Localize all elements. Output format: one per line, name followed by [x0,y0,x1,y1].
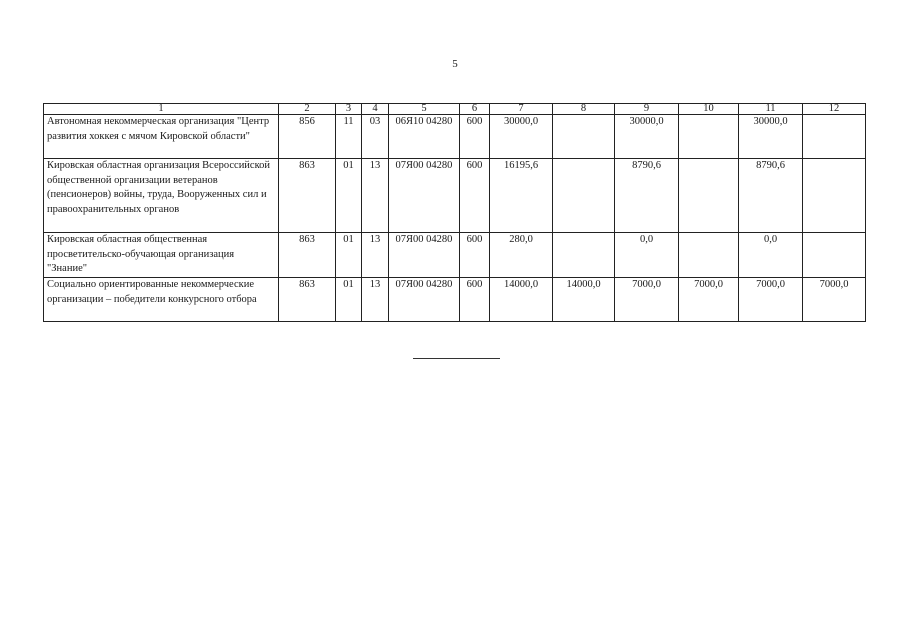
cell-c6: 600 [460,159,490,233]
cell-c4: 13 [362,233,389,278]
cell-c7: 280,0 [490,233,553,278]
cell-c10 [679,115,739,159]
cell-c5: 06Я10 04280 [389,115,460,159]
column-header-3: 3 [336,104,362,115]
cell-c4: 13 [362,159,389,233]
footer-divider [413,358,500,359]
organization-name: Социально ориентированные некоммерческие организации – победители конкурсного отбора [44,278,279,322]
column-header-6: 6 [460,104,490,115]
cell-c5: 07Я00 04280 [389,159,460,233]
cell-c9: 0,0 [615,233,679,278]
cell-c2: 863 [279,233,336,278]
cell-c3: 01 [336,233,362,278]
cell-c3: 01 [336,278,362,322]
cell-c11: 8790,6 [739,159,803,233]
cell-c12: 7000,0 [803,278,866,322]
page-number: 5 [452,58,458,70]
cell-c10 [679,159,739,233]
cell-c3: 11 [336,115,362,159]
table-row [44,233,866,278]
table-row [44,159,866,233]
cell-c2: 856 [279,115,336,159]
cell-c9: 8790,6 [615,159,679,233]
cell-c4: 13 [362,278,389,322]
budget-table [43,103,866,322]
column-header-12: 12 [803,104,866,115]
column-header-10: 10 [679,104,739,115]
column-header-4: 4 [362,104,389,115]
cell-c9: 7000,0 [615,278,679,322]
cell-c5: 07Я00 04280 [389,233,460,278]
cell-c11: 30000,0 [739,115,803,159]
cell-c3: 01 [336,159,362,233]
cell-c5: 07Я00 04280 [389,278,460,322]
cell-c11: 0,0 [739,233,803,278]
cell-c12 [803,233,866,278]
organization-name: Кировская областная организация Всероссийской общественной организации ветеранов (пенсионеров) войны, труда, Вооруженных сил и правоохранительных органов [44,159,279,233]
column-header-9: 9 [615,104,679,115]
column-header-11: 11 [739,104,803,115]
column-header-5: 5 [389,104,460,115]
column-header-8: 8 [553,104,615,115]
cell-c8: 14000,0 [553,278,615,322]
organization-name: Автономная некоммерческая организация "Центр развития хоккея с мячом Кировской области" [44,115,279,159]
table-row [44,115,866,159]
cell-c6: 600 [460,233,490,278]
column-header-1: 1 [44,104,279,115]
organization-name: Кировская областная общественная просветительско-обучающая организация "Знание" [44,233,279,278]
cell-c7: 16195,6 [490,159,553,233]
header-row [44,104,866,115]
cell-c8 [553,115,615,159]
cell-c2: 863 [279,278,336,322]
cell-c6: 600 [460,115,490,159]
table-row [44,278,866,322]
cell-c7: 14000,0 [490,278,553,322]
cell-c6: 600 [460,278,490,322]
cell-c10: 7000,0 [679,278,739,322]
column-header-2: 2 [279,104,336,115]
column-header-7: 7 [490,104,553,115]
cell-c12 [803,115,866,159]
cell-c9: 30000,0 [615,115,679,159]
cell-c11: 7000,0 [739,278,803,322]
cell-c8 [553,159,615,233]
cell-c12 [803,159,866,233]
cell-c10 [679,233,739,278]
cell-c2: 863 [279,159,336,233]
cell-c8 [553,233,615,278]
cell-c7: 30000,0 [490,115,553,159]
cell-c4: 03 [362,115,389,159]
